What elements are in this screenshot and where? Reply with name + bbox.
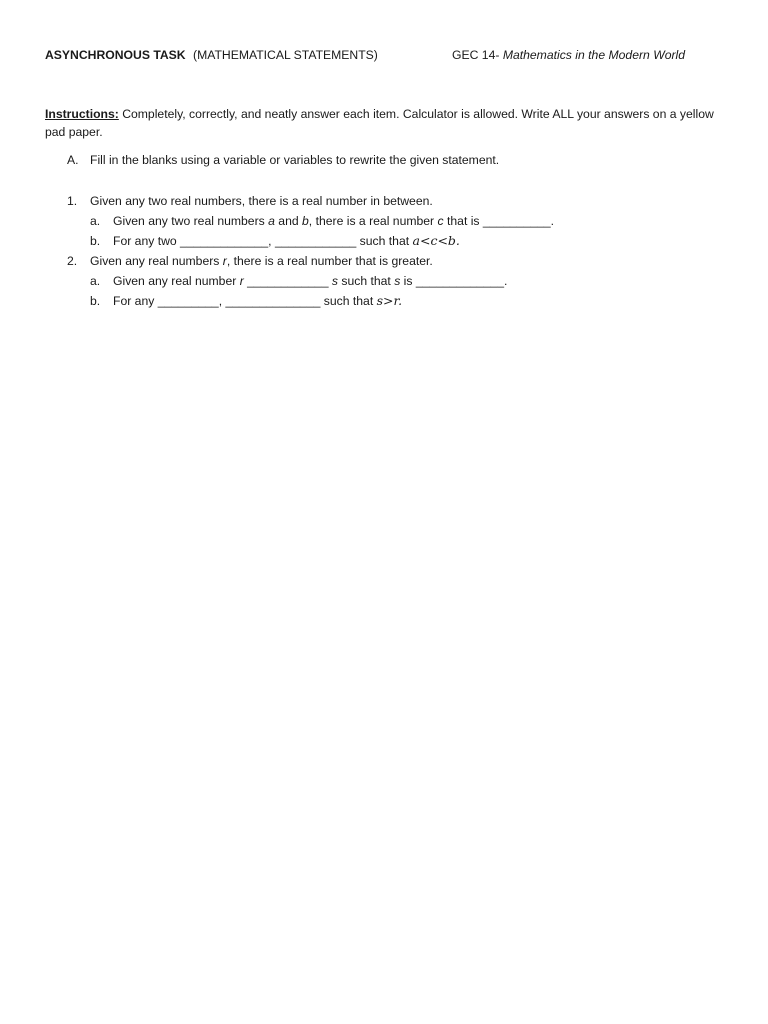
course-name: Mathematics in the Modern World (502, 48, 686, 62)
text-part: , there is a real number (308, 214, 438, 228)
text-part: , there is a real number that is greater. (226, 254, 433, 268)
variable: b (302, 214, 309, 228)
item-statement (90, 254, 433, 268)
variable: s (394, 274, 401, 288)
section-letter: A. (67, 153, 79, 167)
task-title: ASYNCHRONOUS TASK (45, 48, 186, 62)
task-subtitle: (MATHEMATICAL STATEMENTS) (193, 48, 378, 62)
course-heading (452, 48, 685, 62)
task-heading (45, 48, 378, 62)
text-part: and (274, 214, 303, 228)
section-a-heading (67, 153, 707, 167)
text-part: is _____________. (400, 274, 508, 288)
sub-item-text (113, 214, 554, 228)
text-part: Given any real numbers (90, 254, 223, 268)
math-expression: a<c<b (412, 233, 456, 248)
sub-item-2a (67, 273, 707, 293)
sub-item-letter: b. (90, 294, 101, 308)
list-item-2 (67, 253, 707, 273)
item-number: 2. (67, 254, 78, 268)
math-expression: s>r (376, 293, 399, 308)
sub-item-2b (67, 293, 707, 313)
text-part: . (398, 293, 403, 308)
text-part: Given any two real numbers (113, 214, 269, 228)
variable: s (331, 274, 338, 288)
instructions-text: Completely, correctly, and neatly answer each item. Calculator is allowed. Write ALL your answers on a yellow pad paper. (45, 107, 714, 139)
page-header (45, 48, 725, 64)
variable: r (239, 274, 244, 288)
section-text: Fill in the blanks using a variable or variables to rewrite the given statement. (90, 153, 500, 167)
sub-item-text (113, 294, 402, 308)
sub-item-letter: b. (90, 234, 101, 248)
item-list (67, 193, 707, 313)
item-statement: Given any two real numbers, there is a real number in between. (90, 194, 433, 208)
sub-item-1b (67, 233, 707, 253)
text-part: Given any real number (113, 274, 240, 288)
text-part: ____________ (243, 274, 332, 288)
sub-item-letter: a. (90, 274, 101, 288)
sub-item-text (113, 234, 460, 248)
variable: r (222, 254, 227, 268)
list-item-1 (67, 193, 707, 213)
text-part: For any _________, ______________ such that (113, 294, 377, 308)
sub-item-letter: a. (90, 214, 101, 228)
text-part: such that (337, 274, 395, 288)
variable: c (437, 214, 444, 228)
instructions-label: Instructions: (45, 107, 119, 121)
item-number: 1. (67, 194, 78, 208)
variable: a (268, 214, 275, 228)
course-code: GEC 14- (452, 48, 500, 62)
instructions-paragraph (45, 105, 715, 141)
text-part: For any two _____________, ____________ such that (113, 234, 413, 248)
text-part: . (455, 233, 460, 248)
text-part: that is __________. (443, 214, 555, 228)
sub-item-1a (67, 213, 707, 233)
sub-item-text (113, 274, 507, 288)
